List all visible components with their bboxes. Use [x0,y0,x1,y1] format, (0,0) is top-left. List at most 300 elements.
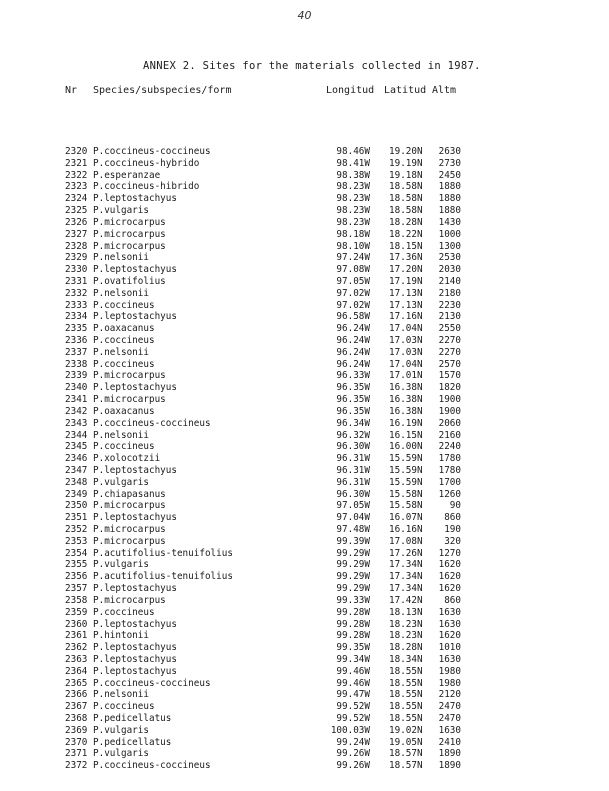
table-row [0,193,609,205]
cell-latitud: 18.57N [389,760,423,772]
cell-species: P.chiapasanus [93,488,166,500]
cell-longitud: 98.18W [336,228,370,240]
cell-latitud: 15.59N [389,476,423,488]
cell-nr: 2332 [65,287,88,299]
cell-latitud: 19.19N [389,157,423,169]
cell-altm: 1890 [438,760,461,772]
cell-species: P.pedicellatus [93,713,172,724]
cell-species: P.leptostachyus [93,193,177,205]
cell-latitud: 16.07N [389,512,423,524]
cell-nr: 2329 [65,252,88,264]
annex-title: ANNEX 2. Sites for the materials collected in 1987. [143,60,481,72]
sites-table [0,146,609,772]
cell-species: P.coccineus [93,358,155,370]
cell-nr: 2335 [65,323,88,335]
cell-species: P.nelsonii [93,429,149,441]
header-nr: Nr [65,85,78,96]
table-row [0,181,609,193]
cell-longitud: 97.02W [336,299,370,311]
cell-species: P.coccineus [93,335,155,346]
table-row [0,619,609,631]
cell-longitud: 98.23W [336,216,370,228]
cell-altm: 2450 [438,169,461,181]
cell-altm: 1620 [438,583,461,595]
cell-species: P.leptostachyus [93,642,177,654]
cell-altm: 2160 [438,429,461,441]
table-row [0,713,609,725]
cell-longitud: 96.30W [336,441,370,453]
cell-nr: 2358 [65,594,88,606]
cell-nr: 2354 [65,547,88,559]
cell-species: P.coccineus-coccineus [93,760,211,772]
cell-nr: 2352 [65,524,88,535]
cell-latitud: 19.05N [389,736,423,748]
cell-longitud: 96.31W [336,476,370,488]
cell-longitud: 99.29W [336,547,370,559]
cell-longitud: 99.24W [336,736,370,748]
cell-nr: 2339 [65,370,88,382]
cell-longitud: 96.32W [336,429,370,441]
cell-species: P.leptostachyus [93,382,177,394]
cell-longitud: 99.29W [336,571,370,583]
cell-species: P.vulgaris [93,748,149,760]
cell-latitud: 18.58N [389,181,423,193]
cell-latitud: 15.58N [389,500,423,512]
cell-species: P.coccineus-hybrido [93,157,200,169]
cell-longitud: 96.34W [336,417,370,429]
cell-species: P.microcarpus [93,216,166,228]
cell-longitud: 99.34W [336,653,370,665]
cell-latitud: 17.16N [389,311,423,323]
table-row [0,512,609,524]
cell-longitud: 96.31W [336,464,370,476]
cell-longitud: 96.35W [336,405,370,417]
cell-nr: 2356 [65,571,88,583]
cell-latitud: 19.02N [389,724,423,736]
cell-species: P.vulgaris [93,724,149,736]
table-row [0,441,609,453]
cell-longitud: 99.26W [336,748,370,760]
cell-altm: 2060 [438,417,461,429]
cell-altm: 1880 [438,181,461,193]
cell-latitud: 18.28N [389,642,423,654]
cell-longitud: 96.58W [336,311,370,323]
table-row [0,323,609,335]
cell-species: P.oaxacanus [93,405,155,417]
cell-latitud: 16.38N [389,394,423,406]
cell-nr: 2347 [65,464,88,476]
cell-longitud: 98.38W [336,169,370,181]
header-species: Species/subspecies/form [93,85,232,96]
cell-altm: 2130 [438,311,461,323]
cell-species: P.microcarpus [93,594,166,606]
cell-species: P.nelsonii [93,346,149,358]
cell-longitud: 97.05W [336,500,370,512]
table-row [0,548,609,560]
table-row [0,170,609,182]
cell-species: P.microcarpus [93,228,166,240]
cell-latitud: 18.23N [389,618,423,630]
cell-altm: 1010 [438,642,461,654]
cell-species: P.coccineus-coccineus [93,417,211,429]
cell-altm: 2470 [438,701,461,713]
cell-species: P.vulgaris [93,476,149,488]
cell-latitud: 17.42N [389,594,423,606]
cell-species: P.leptostachyus [93,464,177,476]
cell-species: P.leptostachyus [93,264,177,276]
cell-species: P.pedicellatus [93,736,172,748]
cell-longitud: 96.33W [336,370,370,382]
cell-latitud: 18.55N [389,701,423,713]
cell-species: P.coccineus-coccineus [93,677,211,689]
cell-altm: 1900 [438,405,461,417]
table-row [0,406,609,418]
cell-altm: 2630 [438,146,461,157]
cell-altm: 2730 [438,157,461,169]
cell-nr: 2369 [65,724,88,736]
table-row [0,536,609,548]
table-row [0,418,609,430]
cell-longitud: 96.31W [336,453,370,465]
table-row [0,300,609,312]
cell-altm: 2230 [438,299,461,311]
cell-species: P.coccineus-coccineus [93,146,211,157]
cell-altm: 1430 [438,216,461,228]
cell-nr: 2355 [65,559,88,571]
cell-latitud: 18.58N [389,193,423,205]
table-row [0,465,609,477]
cell-altm: 1630 [438,618,461,630]
cell-species: P.leptostachyus [93,512,177,524]
cell-altm: 1820 [438,382,461,394]
table-row [0,524,609,536]
cell-latitud: 17.03N [389,346,423,358]
cell-latitud: 19.20N [389,146,423,157]
cell-longitud: 99.28W [336,618,370,630]
cell-longitud: 99.52W [336,701,370,713]
cell-nr: 2371 [65,748,88,760]
table-row [0,607,609,619]
table-row [0,146,609,158]
cell-species: P.microcarpus [93,240,166,252]
cell-species: P.leptostachyus [93,311,177,323]
cell-longitud: 96.35W [336,382,370,394]
cell-altm: 2030 [438,264,461,276]
cell-latitud: 17.36N [389,252,423,264]
cell-longitud: 98.23W [336,181,370,193]
table-row [0,595,609,607]
cell-longitud: 99.33W [336,594,370,606]
cell-nr: 2349 [65,488,88,500]
cell-nr: 2343 [65,417,88,429]
cell-longitud: 98.41W [336,157,370,169]
cell-nr: 2345 [65,441,88,453]
cell-species: P.coccineus [93,299,155,311]
cell-latitud: 17.13N [389,287,423,299]
cell-altm: 1570 [438,370,461,382]
cell-species: P.oaxacanus [93,323,155,335]
cell-nr: 2372 [65,760,88,772]
cell-nr: 2331 [65,275,88,287]
page-number: 40 [297,9,312,22]
cell-altm: 1980 [438,665,461,677]
header-latitud: Latitud [384,85,427,96]
cell-nr: 2364 [65,665,88,677]
cell-latitud: 19.18N [389,169,423,181]
cell-nr: 2325 [65,205,88,217]
table-row [0,583,609,595]
cell-latitud: 17.01N [389,370,423,382]
cell-latitud: 16.16N [389,524,423,535]
cell-species: P.nelsonii [93,287,149,299]
cell-nr: 2363 [65,653,88,665]
cell-altm: 1620 [438,630,461,642]
table-row [0,264,609,276]
cell-altm: 1300 [438,240,461,252]
table-row [0,701,609,713]
cell-longitud: 96.24W [336,358,370,370]
cell-longitud: 96.35W [336,394,370,406]
cell-longitud: 99.46W [336,665,370,677]
cell-latitud: 17.04N [389,323,423,335]
cell-longitud: 98.46W [336,146,370,157]
cell-nr: 2322 [65,169,88,181]
cell-nr: 2330 [65,264,88,276]
cell-latitud: 17.03N [389,335,423,346]
table-header [0,85,609,99]
cell-longitud: 99.29W [336,559,370,571]
cell-latitud: 18.55N [389,689,423,701]
cell-species: P.esperanzae [93,169,161,181]
cell-nr: 2341 [65,394,88,406]
cell-species: P.hintonii [93,630,149,642]
table-row [0,477,609,489]
cell-altm: 90 [449,500,461,512]
cell-latitud: 15.58N [389,488,423,500]
cell-altm: 2530 [438,252,461,264]
cell-nr: 2340 [65,382,88,394]
cell-latitud: 17.20N [389,264,423,276]
cell-nr: 2334 [65,311,88,323]
cell-species: P.coccineus [93,441,155,453]
cell-nr: 2365 [65,677,88,689]
cell-longitud: 99.52W [336,713,370,724]
cell-species: P.nelsonii [93,689,149,701]
cell-longitud: 97.02W [336,287,370,299]
cell-longitud: 96.24W [336,323,370,335]
cell-altm: 1780 [438,464,461,476]
cell-latitud: 17.26N [389,547,423,559]
table-row [0,288,609,300]
table-row [0,217,609,229]
table-row [0,489,609,501]
cell-altm: 2120 [438,689,461,701]
cell-longitud: 98.23W [336,193,370,205]
header-longitud: Longitud [326,85,375,96]
cell-nr: 2333 [65,299,88,311]
cell-species: P.microcarpus [93,524,166,535]
cell-longitud: 98.10W [336,240,370,252]
cell-altm: 1980 [438,677,461,689]
cell-species: P.nelsonii [93,252,149,264]
cell-nr: 2370 [65,736,88,748]
cell-latitud: 17.34N [389,583,423,595]
table-row [0,311,609,323]
cell-nr: 2348 [65,476,88,488]
table-row [0,559,609,571]
cell-longitud: 96.24W [336,335,370,346]
cell-altm: 1620 [438,559,461,571]
cell-altm: 2270 [438,346,461,358]
cell-latitud: 18.55N [389,677,423,689]
cell-nr: 2361 [65,630,88,642]
cell-latitud: 17.13N [389,299,423,311]
cell-nr: 2357 [65,583,88,595]
cell-altm: 190 [444,524,461,535]
cell-latitud: 16.00N [389,441,423,453]
table-row [0,571,609,583]
cell-species: P.leptostachyus [93,653,177,665]
table-row [0,630,609,642]
cell-longitud: 97.48W [336,524,370,535]
cell-longitud: 99.39W [336,535,370,547]
cell-nr: 2351 [65,512,88,524]
cell-altm: 1880 [438,193,461,205]
cell-species: P.coccineus [93,606,155,618]
cell-latitud: 18.28N [389,216,423,228]
cell-latitud: 18.55N [389,665,423,677]
cell-altm: 2180 [438,287,461,299]
cell-longitud: 99.26W [336,760,370,772]
cell-altm: 2140 [438,275,461,287]
table-row [0,737,609,749]
cell-nr: 2338 [65,358,88,370]
cell-nr: 2367 [65,701,88,713]
cell-nr: 2321 [65,157,88,169]
cell-latitud: 17.19N [389,275,423,287]
cell-altm: 2270 [438,335,461,346]
cell-altm: 1880 [438,205,461,217]
table-row [0,158,609,170]
cell-nr: 2344 [65,429,88,441]
cell-species: P.leptostachyus [93,618,177,630]
cell-latitud: 18.57N [389,748,423,760]
cell-longitud: 99.28W [336,606,370,618]
cell-latitud: 18.15N [389,240,423,252]
cell-nr: 2346 [65,453,88,465]
cell-latitud: 17.08N [389,535,423,547]
cell-longitud: 99.46W [336,677,370,689]
cell-species: P.coccineus [93,701,155,713]
cell-nr: 2324 [65,193,88,205]
cell-nr: 2327 [65,228,88,240]
cell-altm: 1890 [438,748,461,760]
cell-altm: 1270 [438,547,461,559]
cell-longitud: 96.30W [336,488,370,500]
cell-altm: 2470 [438,713,461,724]
cell-longitud: 96.24W [336,346,370,358]
cell-altm: 1780 [438,453,461,465]
cell-altm: 320 [444,535,461,547]
cell-species: P.acutifolius-tenuifolius [93,547,233,559]
table-row [0,205,609,217]
cell-altm: 1260 [438,488,461,500]
cell-latitud: 18.58N [389,205,423,217]
cell-latitud: 17.34N [389,559,423,571]
table-row [0,370,609,382]
table-row [0,229,609,241]
cell-species: P.leptostachyus [93,665,177,677]
table-row [0,642,609,654]
cell-nr: 2326 [65,216,88,228]
cell-species: P.acutifolius-tenuifolius [93,571,233,583]
table-row [0,252,609,264]
table-row [0,347,609,359]
cell-species: P.microcarpus [93,535,166,547]
cell-altm: 1620 [438,571,461,583]
cell-altm: 2410 [438,736,461,748]
table-row [0,500,609,512]
cell-nr: 2362 [65,642,88,654]
cell-latitud: 18.55N [389,713,423,724]
cell-longitud: 97.05W [336,275,370,287]
cell-species: P.xolocotzii [93,453,161,465]
cell-latitud: 15.59N [389,464,423,476]
cell-altm: 1630 [438,606,461,618]
cell-latitud: 16.38N [389,382,423,394]
cell-altm: 860 [444,512,461,524]
header-altm: Altm [432,85,457,96]
cell-nr: 2320 [65,146,88,157]
cell-species: P.leptostachyus [93,583,177,595]
table-row [0,760,609,772]
cell-species: P.ovatifolius [93,275,166,287]
cell-altm: 1630 [438,653,461,665]
cell-altm: 1900 [438,394,461,406]
table-row [0,725,609,737]
table-row [0,382,609,394]
table-row [0,666,609,678]
cell-longitud: 99.28W [336,630,370,642]
table-row [0,335,609,347]
cell-nr: 2323 [65,181,88,193]
cell-longitud: 99.29W [336,583,370,595]
cell-longitud: 97.04W [336,512,370,524]
cell-latitud: 17.34N [389,571,423,583]
cell-latitud: 18.34N [389,653,423,665]
cell-species: P.vulgaris [93,205,149,217]
table-row [0,689,609,701]
cell-nr: 2342 [65,405,88,417]
cell-nr: 2337 [65,346,88,358]
cell-longitud: 100.03W [330,724,370,736]
cell-species: P.microcarpus [93,500,166,512]
cell-altm: 860 [444,594,461,606]
cell-nr: 2350 [65,500,88,512]
cell-nr: 2353 [65,535,88,547]
cell-longitud: 99.47W [336,689,370,701]
cell-species: P.coccineus-hibrido [93,181,200,193]
cell-altm: 2550 [438,323,461,335]
cell-latitud: 16.19N [389,417,423,429]
cell-altm: 2240 [438,441,461,453]
cell-altm: 1630 [438,724,461,736]
cell-longitud: 97.24W [336,252,370,264]
table-row [0,430,609,442]
cell-latitud: 15.59N [389,453,423,465]
table-row [0,241,609,253]
table-row [0,276,609,288]
